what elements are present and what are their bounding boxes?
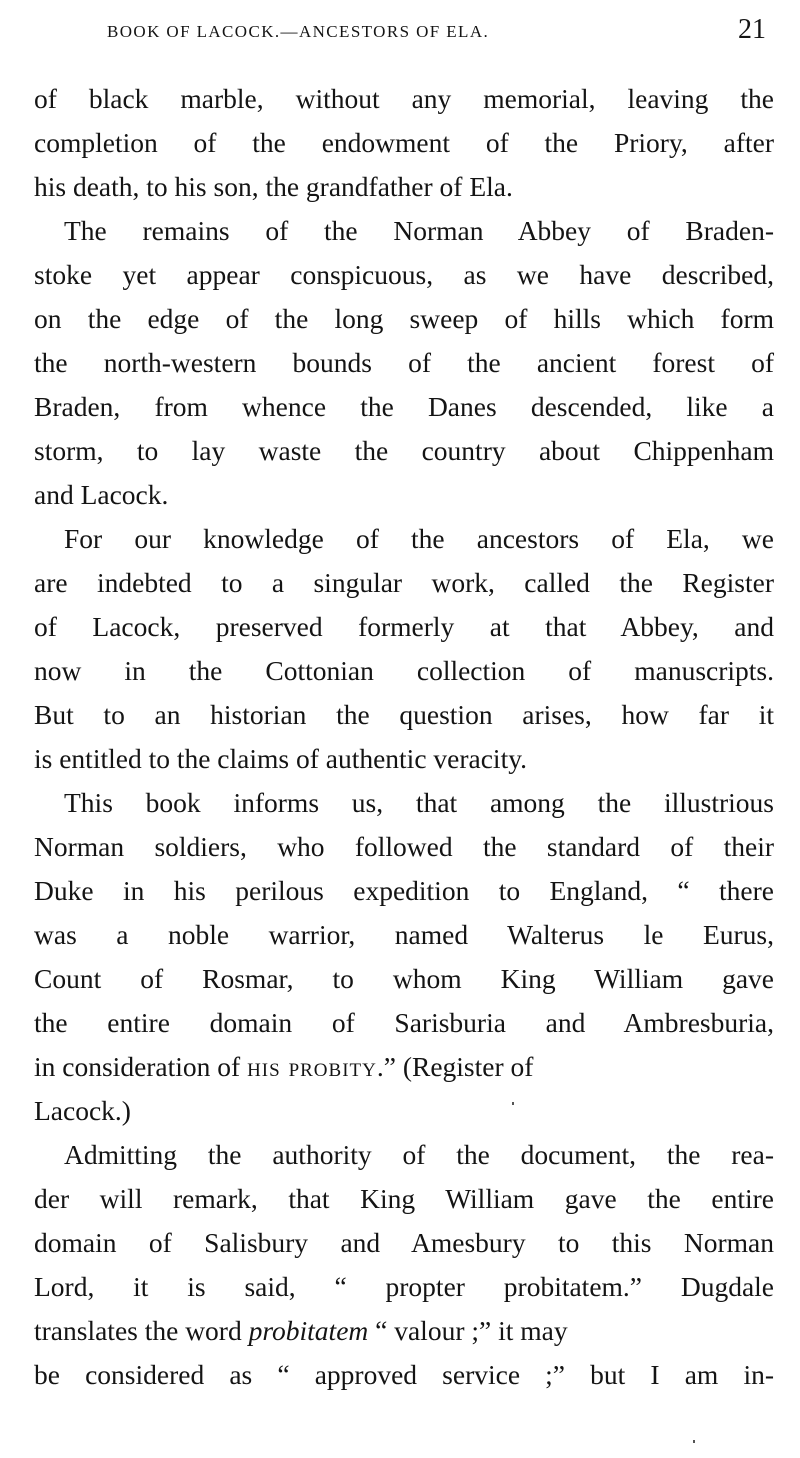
text-line: der will remark, that King William gave the entire xyxy=(34,1183,774,1214)
text-line: now in the Cottonian collection of manuscripts. xyxy=(34,655,774,686)
text-line xyxy=(34,1309,774,1353)
text-line: domain of Salisbury and Amesbury to this Norman xyxy=(34,1227,774,1258)
body-text xyxy=(34,77,774,1397)
text-segment: .” (Register of xyxy=(376,1051,534,1082)
text-line: Lacock.) xyxy=(34,1095,131,1126)
text-line: was a noble warrior, named Walterus le Eurus, xyxy=(34,919,774,950)
text-line: Duke in his perilous expedition to England, “ there xyxy=(34,875,774,906)
italic-word: probitatem xyxy=(248,1315,369,1346)
paper-speck xyxy=(512,1102,514,1105)
text-line: completion of the endowment of the Priory, after xyxy=(34,127,774,158)
text-line: the entire domain of Sarisburia and Ambresburia, xyxy=(34,1007,774,1038)
text-line: stoke yet appear conspicuous, as we have described, xyxy=(34,259,774,290)
paragraph-start-line: Admitting the authority of the document, the rea- xyxy=(64,1139,774,1170)
text-line: the north-western bounds of the ancient forest of xyxy=(34,347,774,378)
paragraph-start-line: This book informs us, that among the illustrious xyxy=(64,787,774,818)
paragraph-start-line: For our knowledge of the ancestors of Ela, we xyxy=(64,523,774,554)
text-line: Norman soldiers, who followed the standard of their xyxy=(34,831,774,862)
text-line: of Lacock, preserved formerly at that Abbey, and xyxy=(34,611,774,642)
text-segment: in consideration of xyxy=(34,1051,248,1082)
running-title: BOOK OF LACOCK.—ANCESTORS OF ELA. xyxy=(107,22,490,41)
text-line: be considered as “ approved service ;” but I am in- xyxy=(34,1359,774,1390)
text-line: of black marble, without any memorial, leaving the xyxy=(34,83,774,114)
text-line: on the edge of the long sweep of hills which form xyxy=(34,303,774,334)
text-line: Lord, it is said, “ propter probitatem.” Dugdale xyxy=(34,1271,774,1302)
text-line: his death, to his son, the grandfather of Ela. xyxy=(34,171,513,202)
text-line: storm, to lay waste the country about Chippenham xyxy=(34,435,774,466)
paragraph-start-line: The remains of the Norman Abbey of Braden- xyxy=(64,215,774,246)
text-line: and Lacock. xyxy=(34,479,169,510)
small-caps-phrase: his probity xyxy=(247,1051,377,1082)
text-line: But to an historian the question arises, how far it xyxy=(34,699,774,730)
text-line: are indebted to a singular work, called the Register xyxy=(34,567,774,598)
text-segment: translates the word xyxy=(34,1315,249,1346)
text-line: Braden, from whence the Danes descended, like a xyxy=(34,391,774,422)
text-line xyxy=(34,1045,774,1089)
running-head xyxy=(0,12,800,52)
paper-speck xyxy=(693,1440,695,1443)
text-line: Count of Rosmar, to whom King William gave xyxy=(34,963,774,994)
text-line: is entitled to the claims of authentic veracity. xyxy=(34,743,528,774)
page-number: 21 xyxy=(738,14,766,45)
text-segment: “ valour ;” it may xyxy=(368,1315,568,1346)
